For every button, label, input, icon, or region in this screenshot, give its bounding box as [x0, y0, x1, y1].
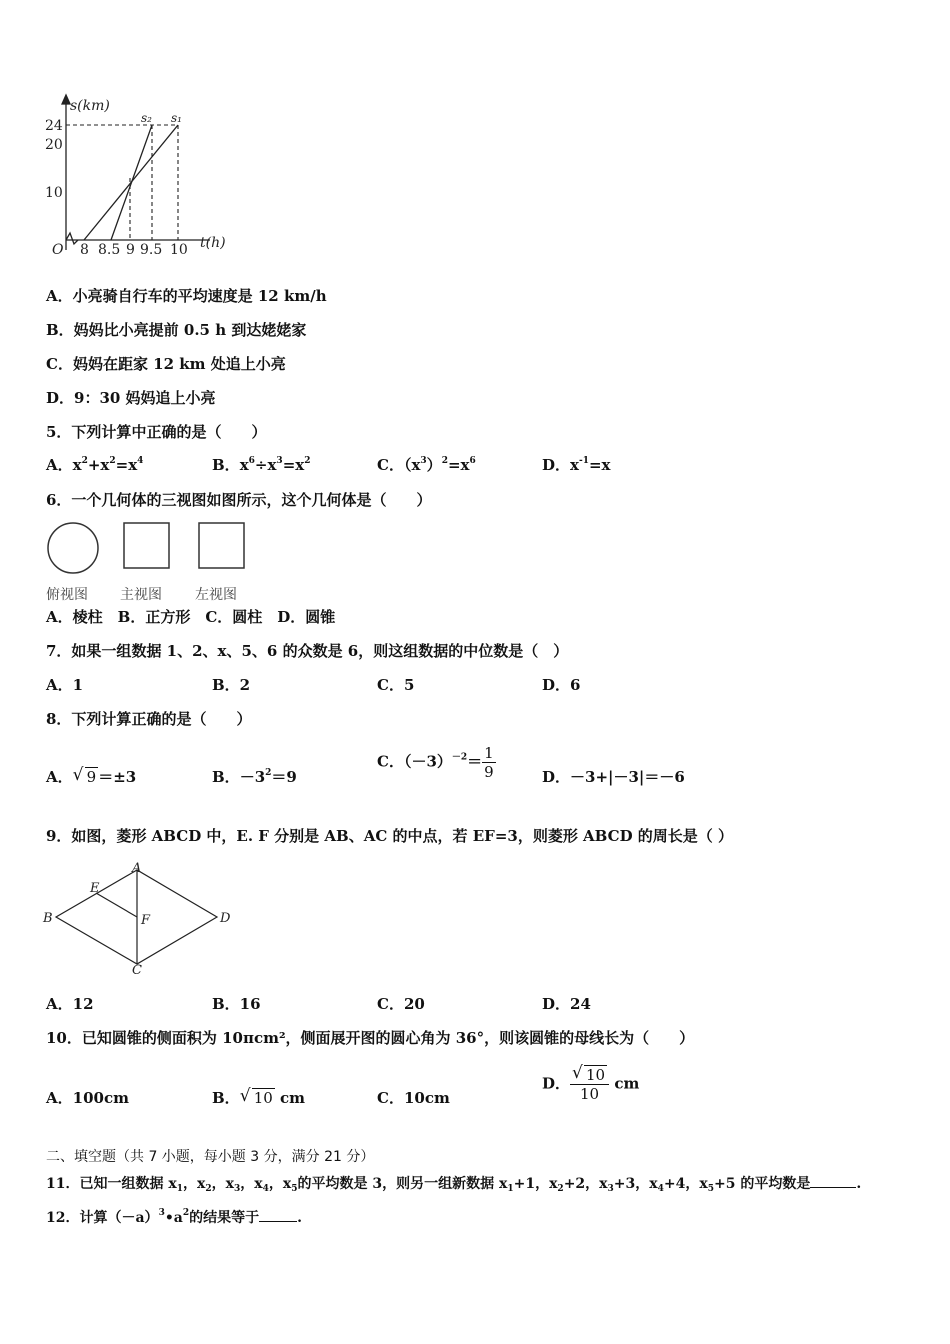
q11-answer-blank[interactable] [810, 1173, 856, 1188]
side-view-square [199, 523, 244, 568]
q10-option-a[interactable]: A．100cm [46, 1089, 129, 1107]
three-views-figure [44, 520, 254, 603]
q9-stem: 9．如图，菱形 ABCD 中，E. F 分别是 AB、AC 的中点，若 EF=3，则菱形 ABCD 的周长是（ ） [46, 827, 734, 845]
q12-text: 12．计算$(-a)^3•a^2$的结果等于 . [46, 1208, 302, 1226]
q4-option-d[interactable]: D．9：30 妈妈追上小亮 [46, 389, 216, 407]
q10-option-d[interactable]: D． √ $\frac{10}{10}$ cm [542, 1066, 639, 1103]
line-label-s2: s₂ [141, 111, 152, 125]
y-tick-24: 24 [45, 118, 63, 134]
q4-option-b[interactable]: B．妈妈比小亮提前 0.5 h 到达姥姥家 [46, 321, 307, 339]
q5-option-c[interactable]: C．$(x^3)^2=x^6$ [377, 456, 476, 474]
q9-option-c[interactable]: C．20 [377, 995, 425, 1013]
point-a: A [132, 861, 142, 876]
x-tick-10: 10 [170, 242, 188, 258]
y-axis-arrow [62, 95, 70, 104]
q7-option-a[interactable]: A．1 [46, 676, 84, 694]
q9-option-b[interactable]: B．16 [212, 995, 261, 1013]
q5-option-d[interactable]: D．$x^{-1}=x$ [542, 456, 611, 474]
q8-option-c[interactable]: C．$(-3)^{-2}=$ $\frac{1}{9}$ [377, 744, 494, 781]
point-c: C [132, 963, 142, 976]
q6-stem: 6．一个几何体的三视图如图所示，这个几何体是（ ） [46, 491, 432, 509]
q7-option-c[interactable]: C．5 [377, 676, 415, 694]
q5-option-a[interactable]: A．$x^2+x^2=x^4$ [46, 456, 144, 474]
q8-stem: 8．下列计算正确的是（ ） [46, 710, 252, 728]
rhombus-figure [40, 860, 240, 976]
q7-stem: 7．如果一组数据 1、2、x、5、6 的众数是 6，则这组数据的中位数是（ ） [46, 642, 569, 660]
q7-option-b[interactable]: B．2 [212, 676, 251, 694]
q4-option-a[interactable]: A．小亮骑自行车的平均速度是 12 km/h [46, 287, 327, 305]
q10-option-b[interactable]: B．√ 10 cm [212, 1088, 305, 1108]
distance-time-graph [40, 92, 250, 262]
q8-option-b[interactable]: B．$-3^2=9$ [212, 768, 297, 786]
front-view-square [124, 523, 169, 568]
axis-break [66, 233, 78, 244]
y-tick-10: 10 [45, 185, 63, 201]
x-tick-8: 8 [80, 242, 89, 258]
point-d: D [220, 911, 231, 926]
segment-ef [96, 893, 137, 917]
sqrt-9: √ 9 [73, 767, 99, 787]
x-axis-label: t(h) [200, 235, 226, 251]
views-shapes [44, 520, 254, 582]
point-f: F [141, 913, 151, 928]
q5-stem: 5．下列计算中正确的是（ ） [46, 423, 267, 441]
y-tick-20: 20 [45, 137, 63, 153]
q5-option-b[interactable]: B．$x^6\div x^3=x^2$ [212, 456, 311, 474]
front-view-caption: 主视图 [120, 587, 162, 603]
y-axis-label: s(km) [70, 98, 110, 114]
top-view-circle [48, 523, 98, 573]
top-view-caption: 俯视图 [46, 587, 88, 603]
line-s2 [111, 125, 152, 240]
fraction-one-ninth: $\frac{1}{9}$ [484, 744, 494, 781]
q11-text: 11．已知一组数据 $x_1$，$x_2$，$x_3$，$x_4$，$x_5$的平均数是 3，则另一组新数据 $x_1+1$，$x_2+2$，$x_3+3$，$x_4+4$，$x_5+5$ 的平均数是 . [46, 1173, 861, 1194]
sqrt-10: √ 10 [240, 1088, 275, 1108]
line-label-s1: s₁ [171, 111, 182, 125]
q10-option-c[interactable]: C．10cm [377, 1089, 450, 1107]
fraction-sqrt10-over-10: √ $\frac{10}{10}$ [570, 1066, 609, 1103]
x-tick-8-5: 8.5 [98, 242, 121, 258]
x-tick-9: 9 [126, 242, 135, 258]
q7-option-d[interactable]: D．6 [542, 676, 581, 694]
x-tick-9-5: 9.5 [140, 242, 163, 258]
q9-option-a[interactable]: A．12 [46, 995, 94, 1013]
q12-answer-blank[interactable] [259, 1207, 297, 1222]
q10-stem: 10．已知圆锥的侧面积为 10πcm²，侧面展开图的圆心角为 36°，则该圆锥的母线长为（ ） [46, 1029, 695, 1047]
q9-option-d[interactable]: D．24 [542, 995, 591, 1013]
side-view-caption: 左视图 [195, 587, 237, 603]
point-e: E [90, 881, 100, 896]
q4-option-c[interactable]: C．妈妈在距家 12 km 处追上小亮 [46, 355, 286, 373]
q8-option-a[interactable]: A．√ 9 ＝±3 [46, 767, 136, 787]
q6-options[interactable]: A．棱柱 B．正方形 C．圆柱 D．圆锥 [46, 608, 336, 626]
section2-title: 二、填空题（共 7 小题，每小题 3 分，满分 21 分） [46, 1149, 375, 1165]
point-b: B [43, 911, 53, 926]
origin-label: O [52, 242, 64, 258]
q8-option-d[interactable]: D．－3+|－3|＝－6 [542, 768, 685, 786]
